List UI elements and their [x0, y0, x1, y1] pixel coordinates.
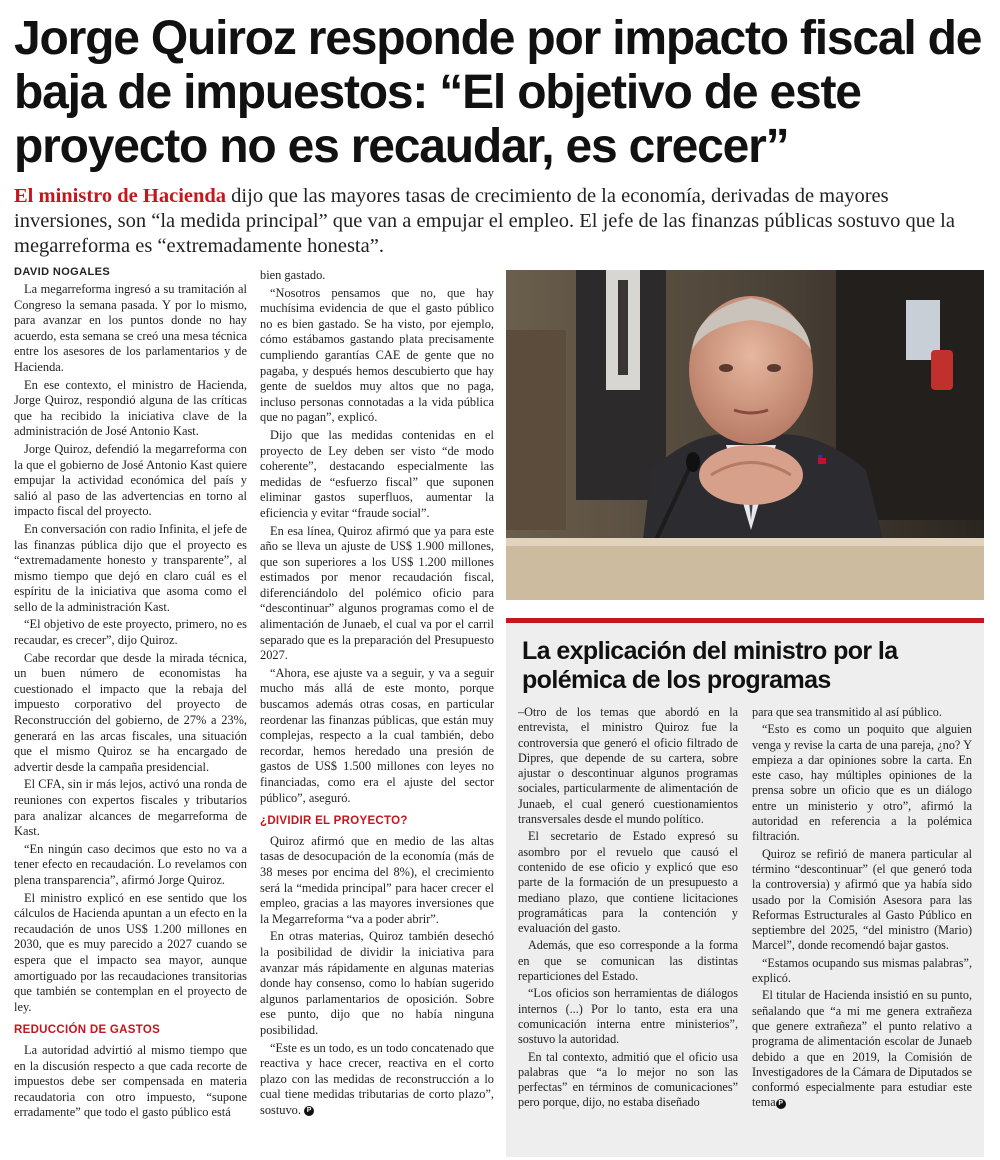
paragraph: En conversación con radio Infinita, el jefe de las finanzas pública dijo que el proyecto es “extremadamente honesto y transparente”, al mismo tiempo que dejó en claro cuál es el espíritu de la iniciativa que asoma como el sello de la administración Kast.	[14, 521, 247, 614]
deck-text: dijo que las mayores tasas de crecimiento de la economía, derivadas de mayores inversiones, son “la medida principal” que van a empujar el empleo. El jefe de las finanzas públicas sostuvo que la megarreforma es “extremadamente honesta”.	[14, 185, 955, 257]
paragraph: –Otro de los temas que abordó en la entrevista, el ministro Quiroz fue la controversia que generó el oficio filtrado de Dipres, que depende de su cartera, sobre ajustar o descontinuar algunos programas sociales, particularmente de alimentación de Junaeb, el cual generó cuestionamientos transversales desde el mundo político.	[518, 705, 738, 827]
paragraph: El ministro explicó en ese sentido que los cálculos de Hacienda apuntan a un efecto en la recaudación de unos US$ 1.200 millones en 2030, que es muy parecido a 2027 cuando se espera que el impacto sea mayor, aunque amortiguado por las recaudaciones transitorias que también se contemplan en el proyecto de ley.	[14, 890, 247, 1014]
paragraph: En ese contexto, el ministro de Hacienda, Jorge Quiroz, respondió alguna de las críticas que ha recibido la iniciativa clave de la administración de José Antonio Kast.	[14, 377, 247, 439]
paragraph: En esa línea, Quiroz afirmó que ya para este año se lleva un ajuste de US$ 1.900 millones, que son superiores a los US$ 1.200 millones estimados por menor recaudación fiscal, diferenciándolo del polémico oficio para “descontinuar” algunos programas como el de alimentación de Junaeb, el cual va por el carril separado que es la preparación del Presupuesto 2027.	[260, 523, 494, 663]
paragraph: Cabe recordar que desde la mirada técnica, un buen número de economistas ha cuestionado el impacto que la rebaja del impuesto corporativo del proyecto de Reconstrucción del gobierno, de 27% a 23%, generará en las arcas fiscales, una situación que el mismo Quiroz se ha encargado de advertir desde la campaña presidencial.	[14, 650, 247, 774]
sidebar-column-2	[752, 705, 972, 1145]
minister-photo-illustration	[506, 270, 984, 600]
end-mark-icon: P	[304, 1106, 314, 1116]
headline: Jorge Quiroz responde por impacto fiscal de baja de impuestos: “El objetivo de este proyecto no es recaudar, es crecer”	[14, 12, 982, 173]
subheading-dividir-el-proyecto: ¿DIVIDIR EL PROYECTO?	[260, 815, 408, 828]
deck-lead: El ministro de Hacienda	[14, 185, 227, 207]
sidebar-column-1	[518, 705, 738, 1145]
body-column-1	[14, 282, 247, 1152]
paragraph: Jorge Quiroz, defendió la megarreforma con la que el gobierno de José Antonio Kast quiere empujar la actividad económica del país y salió al paso de las advertencias en torno al impacto fiscal del proyecto.	[14, 441, 247, 519]
paragraph: El secretario de Estado expresó su asombro por el revuelo que causó el contenido de ese oficio y explicó que eso parte de la formación de un presupuesto a mediano plazo, que contiene licitaciones programáticas para la contención y evaluación del gasto.	[518, 829, 738, 936]
paragraph: Quiroz afirmó que en medio de las altas tasas de desocupación de la economía (más de 38 meses por encima del 8%), el crecimiento será la “medida principal” para hacer crecer el empleo, gracias a las mayores inversiones que la Megarreforma “va a poder abrir”.	[260, 833, 494, 926]
subheading-reduccion-de-gastos: REDUCCIÓN DE GASTOS	[14, 1024, 161, 1037]
paragraph: Además, que eso corresponde a la forma en que se comunican las distintas reparticiones del Estado.	[518, 938, 738, 984]
paragraph: para que sea transmitido al así público.	[752, 705, 942, 719]
sidebar-box	[506, 618, 984, 1157]
paragraph-text: El titular de Hacienda insistió en su punto, señalando que “a mi me genera extrañeza que genere extrañeza” el punto relativo a programa de alimentación escolar de Junaeb debido a que en 2019, la Comisión de Investigadores de la Cámara de Diputados se conformó especialmente para estudiar este tema	[752, 988, 972, 1110]
paragraph: En otras materias, Quiroz también desechó la posibilidad de dividir la iniciativa para avanzar más rápidamente en algunas materias donde hay consenso, como lo habían sugerido algunos parlamentarios de oposición. Sobre ese punto, dijo que no había ninguna posibilidad.	[260, 929, 494, 1037]
paragraph: Dijo que las medidas contenidas en el proyecto de Ley deben ser visto “de modo coherente”, destacando especialmente las medidas de “esfuerzo fiscal” que suponen eliminar gastos superfluos, aumentar la eficiencia y evitar “fraude social”.	[260, 427, 494, 520]
paragraph: “Ahora, ese ajuste va a seguir, y va a seguir mucho más allá de este monto, porque buscamos además otras cosas, en particular reordenar las finanzas públicas, que están muy complejas, respecto a la cual también, debo recordar, hemos heredado una presión de gastos de US$ 1.500 millones con leyes no financiadas, como era el ajuste del sector público”, aseguró.	[260, 665, 494, 805]
paragraph: “El objetivo de este proyecto, primero, no es recaudar, es crecer”, dijo Quiroz.	[14, 617, 247, 648]
byline: DAVID NOGALES	[14, 266, 111, 278]
paragraph: En tal contexto, admitió que el oficio usa palabras que “a lo mejor no son las perfectas” en términos de comunicaciones” pero porque, dijo, no estaba diseñado	[518, 1049, 738, 1110]
paragraph: “Los oficios son herramientas de diálogos internos (...) Por lo tanto, esta era una comunicación interna entre ministerios”, sostuvo la autoridad.	[518, 986, 738, 1047]
paragraph: La megarreforma ingresó a su tramitación al Congreso la semana pasada. Y por lo mismo, para avanzar en los puntos donde no hay acuerdo, esta semana se creó una mesa técnica entre los asesores de los parlamentarios y de Hacienda.	[14, 282, 247, 374]
end-mark-icon: P	[776, 1099, 786, 1109]
paragraph: El CFA, sin ir más lejos, activó una ronda de reuniones con expertos fiscales y tributarios para analizar alcances de megarreforma de Kast.	[14, 777, 247, 839]
sidebar-title: La explicación del ministro por la polémica de los programas	[522, 637, 898, 694]
deck	[14, 184, 989, 259]
paragraph: “Estamos ocupando sus mismas palabras”, explicó.	[752, 955, 972, 986]
paragraph: “En ningún caso decimos que esto no va a tener efecto en recaudación. Lo revelamos con plena transparencia”, afirmó Jorge Quiroz.	[14, 841, 247, 887]
paragraph: “Nosotros pensamos que no, que hay muchísima evidencia de que el gasto público no es bien gastado. Se ha visto, por ejemplo, cómo estábamos gastando plata precisamente cumpliendo garantías CAE de gente que no pagaba, y después hemos descubierto que hay gente de sueldos muy altos que no paga, incluso personas connotadas a la vida pública que no pagan”, explicó.	[260, 285, 494, 425]
minister-photo	[506, 270, 984, 600]
paragraph	[752, 988, 972, 1110]
paragraph: La autoridad advirtió al mismo tiempo que en la discusión respecto a que cada recorte de impuestos debe ser compensada en materia recaudatoria con otro impuesto, “supone erradamente” que todo el gasto público está	[14, 1042, 247, 1120]
body-column-2	[260, 268, 494, 1152]
paragraph	[260, 1041, 494, 1119]
paragraph: Quiroz se refirió de manera particular al término “descontinuar” (el que generó toda la controversia) y afirmó que ya había sido usado por la Comisión Asesora para las Reformas Estructurales al Gasto Público en septiembre del 2025, “del ministro (Mario) Marcel”, donde recomendó bajar gastos.	[752, 846, 972, 953]
paragraph-text: “Este es un todo, es un todo concatenado que reactiva y hace crecer, reactiva en el corto plazo con las medidas de reconstrucción a lo cual tiene medidas tributarias de corto plazo”, sostuvo.	[260, 1040, 494, 1117]
paragraph: “Esto es como un poquito que alguien venga y revise la carta de una pareja, ¿no? Y empieza a dar opiniones sobre la carta. En este caso, hay múltiples opiniones de la prensa sobre un oficio que es un diálogo entre un ministerio y otro”, afirmó la autoridad en referencia a la polémica filtración.	[752, 722, 972, 844]
paragraph: bien gastado.	[260, 268, 326, 282]
